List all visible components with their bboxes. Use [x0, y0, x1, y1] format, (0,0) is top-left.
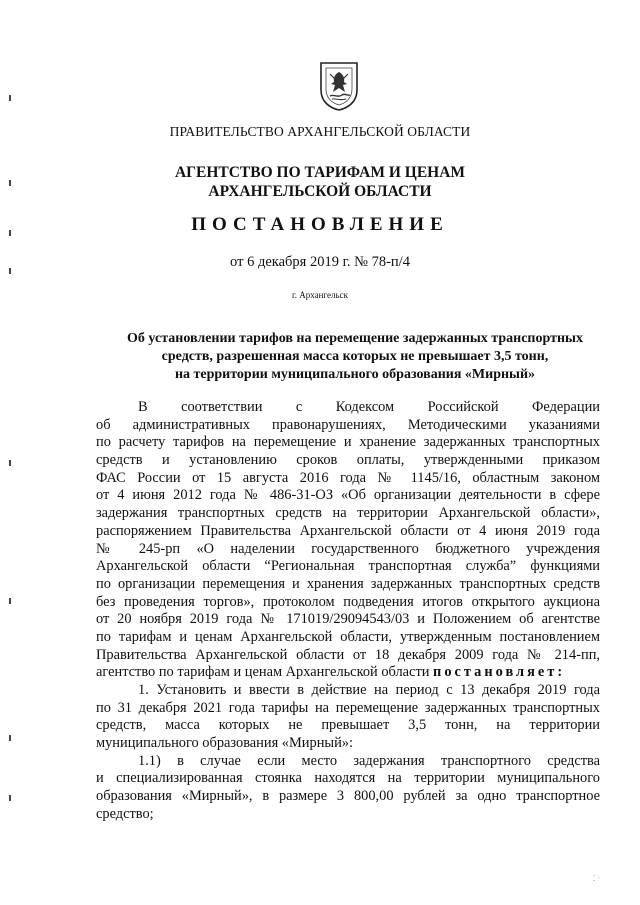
agency-title — [0, 163, 640, 201]
body-line: образования «Мирный», в размере 3 800,00 рублей за одно транспортное — [96, 788, 600, 805]
document-city: г. Архангельск — [292, 290, 348, 300]
body-line — [96, 664, 600, 682]
operative-prefix: агентство по тарифам и ценам Архангельской области — [96, 664, 434, 681]
government-title: ПРАВИТЕЛЬСТВО АРХАНГЕЛЬСКОЙ ОБЛАСТИ — [169, 124, 471, 139]
subject-line3: на территории муниципального образования «Мирный» — [174, 367, 536, 382]
document-type: ПОСТАНОВЛЕНИЕ — [191, 214, 449, 235]
body-line: по расчету тарифов на перемещение и хранение задержанных транспортных — [96, 434, 600, 451]
coat-of-arms-icon — [318, 60, 360, 112]
body-line: по 31 декабря 2021 года тарифы на перемещение задержанных транспортных — [96, 699, 600, 716]
body-line: № 245-рп «О наделении государственного бюджетного учреждения — [96, 540, 600, 557]
body-line: без проведения торгов», протоколом подведения итогов открытого аукциона — [96, 593, 600, 610]
paragraph-item-1 — [96, 682, 600, 753]
body-line: и специализированная стоянка находятся на территории муниципального — [96, 770, 600, 787]
agency-title-line1: АГЕНТСТВО ПО ТАРИФАМ И ЦЕНАМ — [174, 164, 466, 181]
body-line: 1. Установить и ввести в действие на период с 13 декабря 2019 года — [138, 682, 600, 698]
body-line: средство; — [96, 805, 154, 822]
subject-line1: Об установлении тарифов на перемещение задержанных транспортных — [127, 331, 583, 346]
body-line: муниципального образования «Мирный»: — [96, 735, 353, 752]
scan-artifact: ⁚ · — [592, 874, 600, 883]
paragraph-item-1-1 — [96, 753, 600, 824]
body-line: Архангельской области “Региональная транспортная служба” функциями — [96, 558, 600, 575]
subject-line2: средств, разрешенная масса которых не превышает 3,5 тонн, — [161, 349, 549, 364]
paragraph-preamble — [96, 399, 600, 664]
document-date-number: от 6 декабря 2019 г. № 78-п/4 — [230, 254, 410, 270]
body-line: от 4 июня 2012 года № 486-31-ОЗ «Об организации деятельности в сфере — [96, 487, 600, 504]
agency-title-line2: АРХАНГЕЛЬСКОЙ ОБЛАСТИ — [208, 183, 432, 200]
document-body — [96, 399, 600, 824]
body-line: В соответствии с Кодексом Российской Федерации — [138, 399, 600, 415]
body-line: по тарифам и ценам Архангельской области, утвержденным постановлением — [96, 628, 600, 645]
body-line: Правительства Архангельской области от 18 декабря 2009 года № 214-пп, — [96, 646, 600, 663]
body-line: средств, масса которых не превышает 3,5 тонн, на территории — [96, 717, 600, 734]
body-line: ФАС России от 15 августа 2016 года № 1145/16, областным законом — [96, 469, 600, 486]
document-subject — [100, 330, 610, 384]
body-line: распоряжением Правительства Архангельской области от 4 июня 2019 года — [96, 522, 600, 539]
body-line: 1.1) в случае если место задержания транспортного средства — [138, 752, 600, 769]
body-line: по организации перемещения и хранения задержанных транспортных средств — [96, 575, 600, 592]
body-line: от 20 ноября 2019 года № 171019/29094543/03 и Положением об агентстве — [96, 611, 600, 628]
body-line: об административных правонарушениях, Методическими указаниями — [96, 416, 600, 433]
body-line: средств и установлению сроков оплаты, утвержденными приказом — [96, 452, 600, 469]
operative-word: постановляет: — [433, 664, 566, 681]
body-line: задержания транспортных средств на территории Архангельской области», — [96, 505, 600, 522]
